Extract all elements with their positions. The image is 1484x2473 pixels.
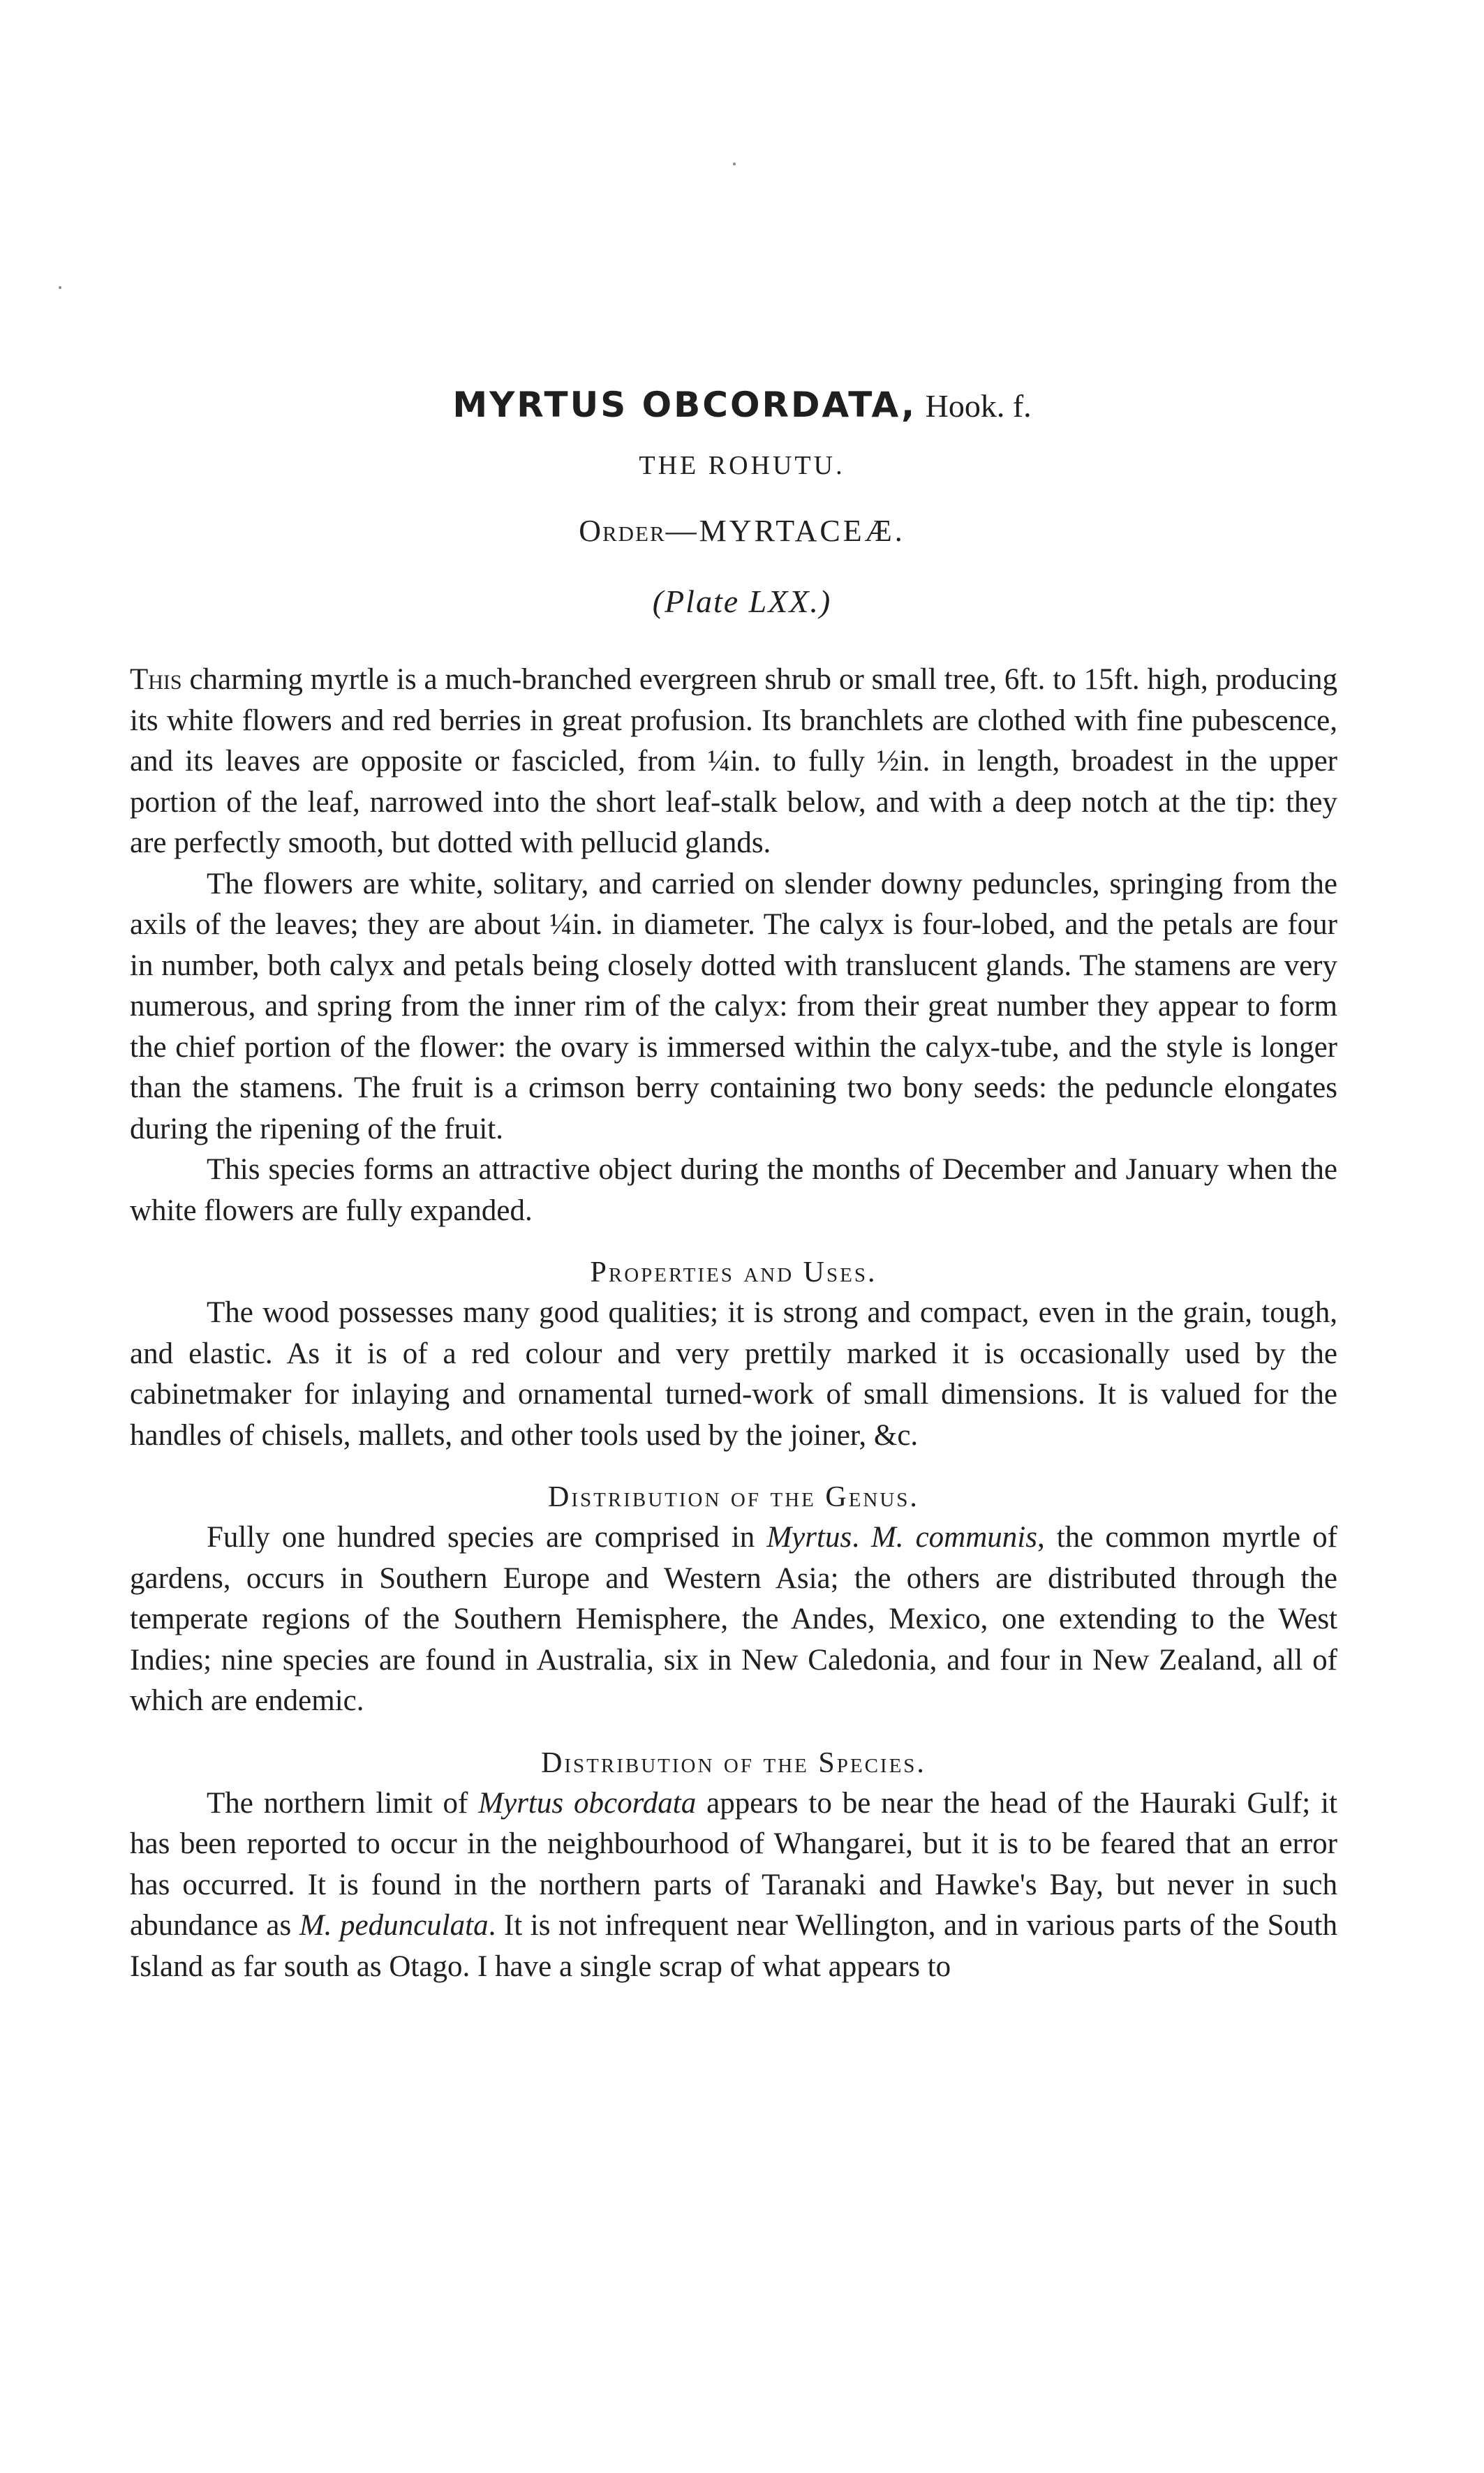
species-text: . It is not infrequent near Wellington, and in various parts of the South Island as far south as Otago. I have a single scrap of what appears to — [130, 1909, 1337, 1983]
paragraph-species — [130, 1783, 1337, 1988]
order-dash: — — [665, 514, 699, 548]
body-text — [130, 660, 1337, 1987]
species-obcordata-italic: Myrtus obcordata — [478, 1786, 697, 1820]
section-heading-genus: Distribution of the Genus. — [548, 1481, 919, 1513]
common-name: THE ROHUTU. — [639, 451, 845, 480]
species-pedunculata-italic: M. pedunculata — [299, 1909, 489, 1942]
paragraph-properties: The wood possesses many good qualities; it is strong and compact, even in the grain, tough, and elastic. As it is of a red colour and very prettily marked it is occasionally used by the cabinetmaker for inlaying and ornamental turned-work of small dimensions. It is valued for the handles of chisels, mallets, and other tools used by the joiner, &c. — [130, 1296, 1337, 1452]
section-heading-species: Distribution of the Species. — [541, 1746, 926, 1779]
species-text: appears to be near the head of the Hauraki Gulf; it has been reported to occur in the neighbourhood of Whangarei, but it is to be feared that an error has occurred. It is found in the northern parts of Taranaki and Hawke's Bay, but never in such abundance as — [130, 1786, 1337, 1942]
paragraph-flowers: The flowers are white, solitary, and carried on slender downy peduncles, springing from the axils of the leaves; they are about ¼in. in diameter. The calyx is four-lobed, and the petals are four in number, both calyx and petals being closely dotted with translucent glands. The stamens are very numerous, and spring from the inner rim of the calyx: from their great number they appear to form the chief portion of the flower: the ovary is immersed within the calyx-tube, and the style is longer than the stamens. The fruit is a crimson berry containing two bony seeds: the peduncle elongates during the ripening of the fruit. — [130, 867, 1337, 1145]
species-communis-italic: M. communis — [870, 1521, 1037, 1554]
order-name: MYRTACEÆ. — [699, 514, 905, 548]
genus-text: Fully one hundred species are comprised in — [207, 1521, 767, 1554]
plate-reference: (Plate LXX.) — [652, 584, 832, 619]
order-label: Order — [579, 514, 666, 548]
genus-text: , the common myrtle of gardens, occurs in Southern Europe and Western Asia; the others are distributed through the temperate regions of the Southern Hemisphere, the Andes, Mexico, one extending to the West Indies; nine species are found in Australia, six in New Caledonia, and four in New Zealand, all of which are endemic. — [130, 1521, 1337, 1717]
paper-speck — [59, 286, 61, 289]
genus-text: . — [852, 1521, 871, 1554]
genus-name-italic: Myrtus — [766, 1521, 852, 1554]
species-name: MYRTUS OBCORDATA, — [452, 385, 917, 425]
order-line — [0, 513, 1484, 549]
species-text: The northern limit of — [207, 1786, 479, 1820]
paper-speck — [733, 163, 736, 165]
section-heading-properties: Properties and Uses. — [590, 1256, 877, 1289]
paragraph-genus — [130, 1517, 1337, 1722]
paragraph-flowering-season: This species forms an attractive object during the months of December and January when the white flowers are fully expanded. — [130, 1153, 1337, 1227]
species-heading — [0, 380, 1484, 431]
species-author: Hook. f. — [925, 388, 1032, 424]
paragraph-lead-word: This — [130, 663, 182, 696]
paragraph-description-text: charming myrtle is a much-branched evergreen shrub or small tree, 6ft. to 15ft. high, producing its white flowers and red berries in great profusion. Its branchlets are clothed with fine pubescence, and its leaves are opposite or fascicled, from ¼in. to fully ½in. in length, broadest in the upper portion of the leaf, narrowed into the short leaf-stalk below, and with a deep notch at the tip: they are perfectly smooth, but dotted with pellucid glands. — [130, 663, 1337, 859]
paragraph-description — [130, 660, 1337, 864]
